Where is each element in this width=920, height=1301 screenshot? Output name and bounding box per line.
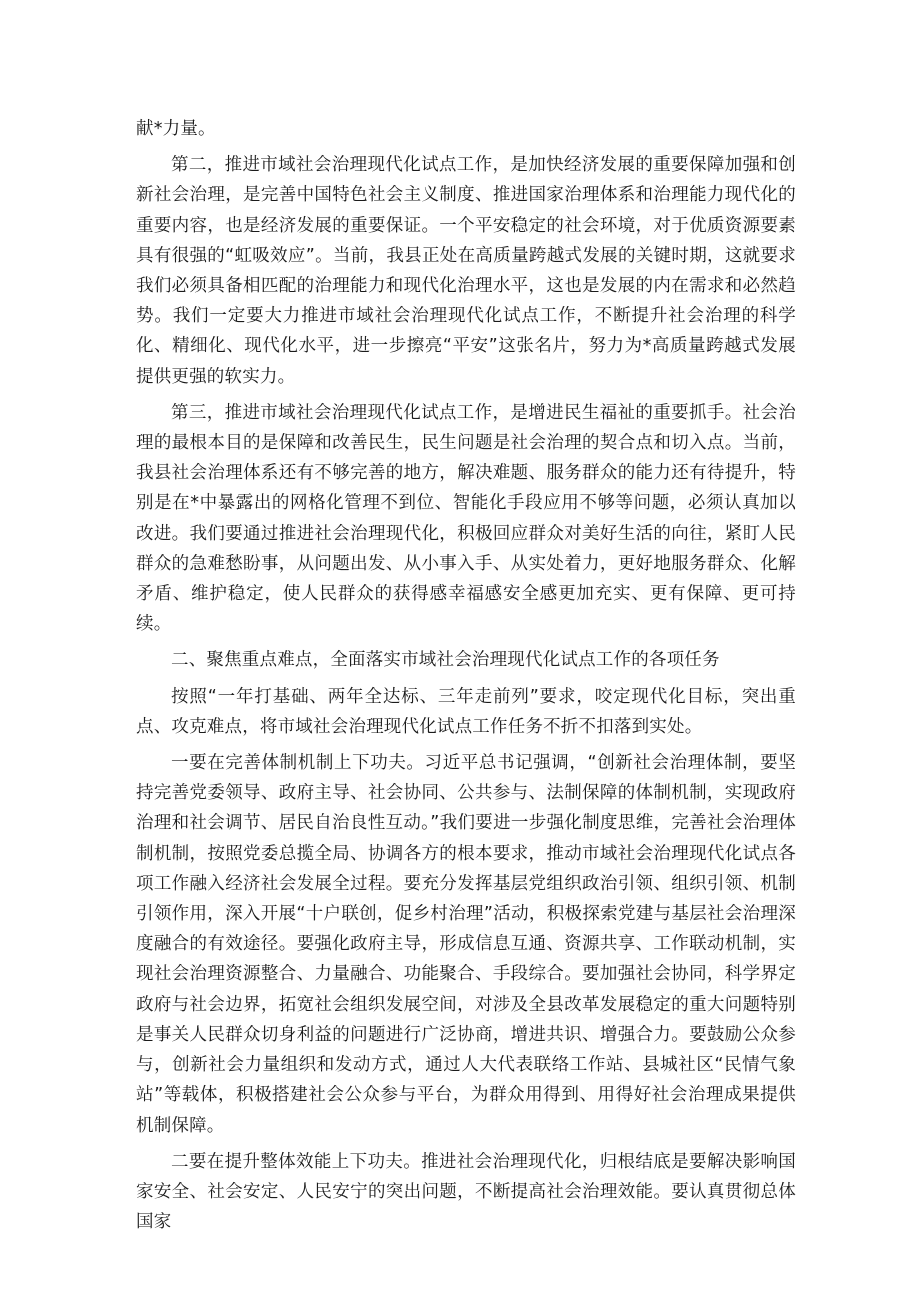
section-heading: 二、聚焦重点难点，全面落实市域社会治理现代化试点工作的各项任务: [171, 650, 720, 671]
paragraph-requirements: 按照“一年打基础、两年全达标、三年走前列”要求，咬定现代化目标，突出重点、攻克难点，将市域社会治理现代化试点工作任务不折不扣落到实处。: [136, 686, 796, 737]
paragraph-second-point: 第二，推进市域社会治理现代化试点工作，是加快经济发展的重要保障加强和创新社会治理，是完善中国特色社会主义制度、推进国家治理体系和治理能力现代化的重要内容，也是经济发展的重要保证。一个平安稳定的社会环境，对于优质资源要素具有很强的“虹吸效应”。当前，我县正处在高质量跨越式发展的关键时期，这就要求我们必须具备相匹配的治理能力和现代化治理水平，这也是发展的内在需求和必然趋势。我们一定要大力推进市域社会治理现代化试点工作，不断提升社会治理的科学化、精细化、现代化水平，进一步擦亮“平安”这张名片，努力为*高质量跨越式发展提供更强的软实力。: [136, 155, 796, 387]
paragraph-first-task: 一要在完善体制机制上下功夫。习近平总书记强调，“创新社会治理体制，要坚持完善党委领导、政府主导、社会协同、公共参与、法制保障的体制机制，实现政府治理和社会调节、居民自治良性互动。”我们要进一步强化制度思维，完善社会治理体制机制，按照党委总揽全局、协调各方的根本要求，推动市域社会治理现代化试点各项工作融入经济社会发展全过程。要充分发挥基层党组织政治引领、组织引领、机制引领作用，深入开展“十户联创，促乡村治理”活动，积极探索党建与基层社会治理深度融合的有效途径。要强化政府主导，形成信息互通、资源共享、工作联动机制，实现社会治理资源整合、力量融合、功能聚合、手段综合。要加强社会协同，科学界定政府与社会边界，拓宽社会组织发展空间，对涉及全县改革发展稳定的重大问题特别是事关人民群众切身利益的问题进行广泛协商，增进共识、增强合力。要鼓励公众参与，创新社会力量组织和发动方式，通过人大代表联络工作站、县城社区“民情气象站”等载体，积极搭建社会公众参与平台，为群众用得到、用得好社会治理成果提供机制保障。: [136, 753, 796, 1136]
paragraph-second-task: 二要在提升整体效能上下功夫。推进社会治理现代化，归根结底是要解决影响国家安全、社会安定、人民安宁的突出问题，不断提高社会治理效能。要认真贯彻总体国家: [136, 1151, 796, 1233]
paragraph-continuation: 献*力量。: [136, 119, 216, 139]
paragraph-third-point: 第三，推进市域社会治理现代化试点工作，是增进民生福祉的重要抓手。社会治理的最根本目的是保障和改善民生，民生问题是社会治理的契合点和切入点。当前，我县社会治理体系还有不够完善的地方，解决难题、服务群众的能力还有待提升，特别是在*中暴露出的网格化管理不到位、智能化手段应用不够等问题，必须认真加以改进。我们要通过推进社会治理现代化，积极回应群众对美好生活的向往，紧盯人民群众的急难愁盼事，从问题出发、从小事入手、从实处着力，更好地服务群众、化解矛盾、维护稳定，使人民群众的获得感幸福感安全感更加充实、更有保障、更可持续。: [136, 402, 796, 635]
document-body: [136, 114, 796, 1243]
